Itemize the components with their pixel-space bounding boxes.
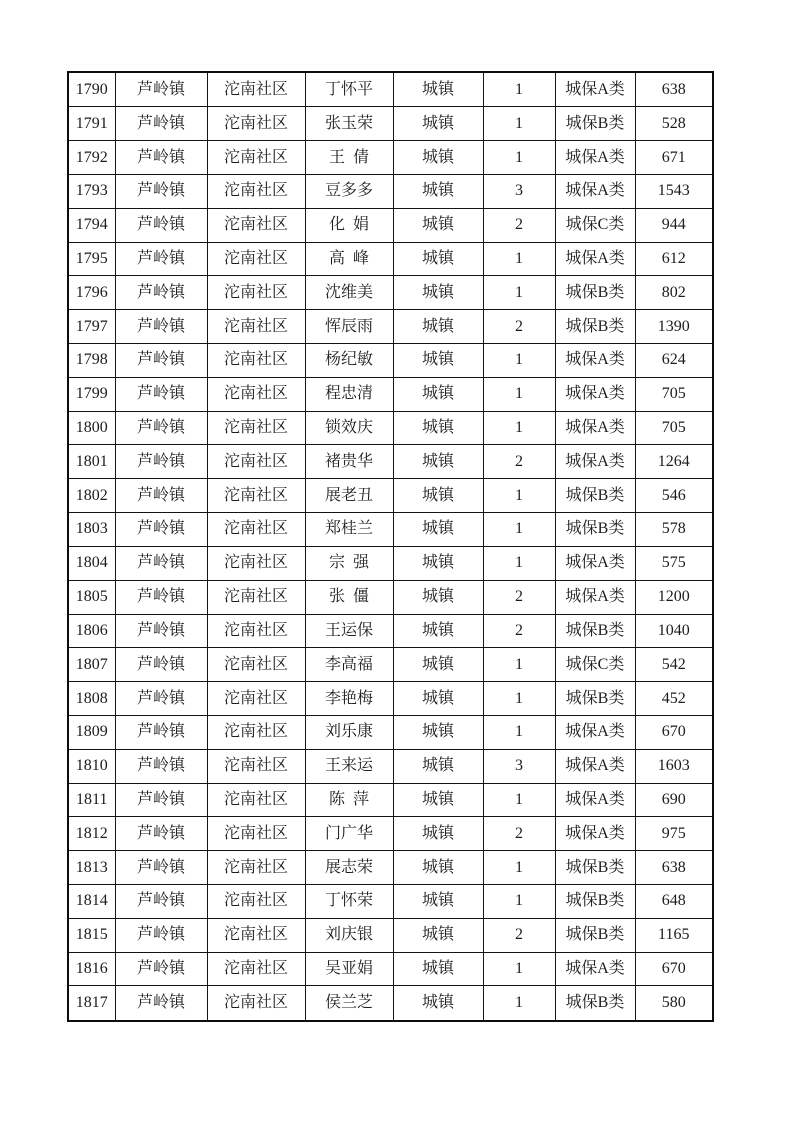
cell-amount: 578 bbox=[635, 513, 713, 547]
cell-serial: 1797 bbox=[68, 310, 115, 344]
cell-household_type: 城镇 bbox=[393, 242, 483, 276]
table-row bbox=[68, 242, 713, 276]
cell-serial: 1804 bbox=[68, 546, 115, 580]
cell-amount: 705 bbox=[635, 411, 713, 445]
cell-name: 宗 强 bbox=[305, 546, 393, 580]
table-row bbox=[68, 885, 713, 919]
cell-town: 芦岭镇 bbox=[115, 141, 207, 175]
cell-serial: 1800 bbox=[68, 411, 115, 445]
cell-category: 城保B类 bbox=[555, 513, 635, 547]
cell-town: 芦岭镇 bbox=[115, 885, 207, 919]
table-row bbox=[68, 479, 713, 513]
cell-name: 锁效庆 bbox=[305, 411, 393, 445]
cell-amount: 1543 bbox=[635, 174, 713, 208]
cell-category: 城保B类 bbox=[555, 614, 635, 648]
cell-serial: 1793 bbox=[68, 174, 115, 208]
cell-category: 城保A类 bbox=[555, 546, 635, 580]
cell-person_count: 1 bbox=[483, 479, 555, 513]
cell-category: 城保B类 bbox=[555, 918, 635, 952]
cell-name: 郑桂兰 bbox=[305, 513, 393, 547]
table-row bbox=[68, 546, 713, 580]
cell-name: 沈维美 bbox=[305, 276, 393, 310]
cell-person_count: 2 bbox=[483, 614, 555, 648]
cell-community: 沱南社区 bbox=[207, 513, 305, 547]
cell-community: 沱南社区 bbox=[207, 141, 305, 175]
cell-household_type: 城镇 bbox=[393, 682, 483, 716]
cell-category: 城保A类 bbox=[555, 715, 635, 749]
cell-name: 王 倩 bbox=[305, 141, 393, 175]
cell-name: 展老丑 bbox=[305, 479, 393, 513]
cell-amount: 670 bbox=[635, 715, 713, 749]
cell-person_count: 1 bbox=[483, 546, 555, 580]
cell-household_type: 城镇 bbox=[393, 614, 483, 648]
cell-person_count: 2 bbox=[483, 918, 555, 952]
cell-town: 芦岭镇 bbox=[115, 715, 207, 749]
cell-serial: 1816 bbox=[68, 952, 115, 986]
cell-amount: 638 bbox=[635, 72, 713, 107]
cell-community: 沱南社区 bbox=[207, 546, 305, 580]
cell-person_count: 1 bbox=[483, 411, 555, 445]
table-row bbox=[68, 72, 713, 107]
cell-serial: 1802 bbox=[68, 479, 115, 513]
cell-community: 沱南社区 bbox=[207, 276, 305, 310]
cell-community: 沱南社区 bbox=[207, 952, 305, 986]
cell-person_count: 1 bbox=[483, 242, 555, 276]
cell-name: 恽辰雨 bbox=[305, 310, 393, 344]
cell-name: 王来运 bbox=[305, 749, 393, 783]
cell-community: 沱南社区 bbox=[207, 986, 305, 1021]
cell-name: 陈 萍 bbox=[305, 783, 393, 817]
cell-household_type: 城镇 bbox=[393, 918, 483, 952]
cell-category: 城保A类 bbox=[555, 242, 635, 276]
cell-person_count: 2 bbox=[483, 580, 555, 614]
cell-amount: 528 bbox=[635, 107, 713, 141]
cell-name: 张 僵 bbox=[305, 580, 393, 614]
cell-town: 芦岭镇 bbox=[115, 918, 207, 952]
cell-household_type: 城镇 bbox=[393, 445, 483, 479]
table-row bbox=[68, 344, 713, 378]
cell-name: 丁怀荣 bbox=[305, 885, 393, 919]
cell-amount: 975 bbox=[635, 817, 713, 851]
cell-category: 城保A类 bbox=[555, 445, 635, 479]
cell-amount: 802 bbox=[635, 276, 713, 310]
table-row bbox=[68, 141, 713, 175]
cell-household_type: 城镇 bbox=[393, 208, 483, 242]
cell-person_count: 1 bbox=[483, 783, 555, 817]
cell-person_count: 1 bbox=[483, 715, 555, 749]
cell-serial: 1812 bbox=[68, 817, 115, 851]
cell-town: 芦岭镇 bbox=[115, 817, 207, 851]
cell-person_count: 1 bbox=[483, 141, 555, 175]
cell-person_count: 2 bbox=[483, 445, 555, 479]
table-row bbox=[68, 749, 713, 783]
cell-community: 沱南社区 bbox=[207, 174, 305, 208]
cell-town: 芦岭镇 bbox=[115, 242, 207, 276]
cell-serial: 1817 bbox=[68, 986, 115, 1021]
cell-community: 沱南社区 bbox=[207, 479, 305, 513]
cell-household_type: 城镇 bbox=[393, 344, 483, 378]
cell-household_type: 城镇 bbox=[393, 141, 483, 175]
cell-amount: 612 bbox=[635, 242, 713, 276]
cell-town: 芦岭镇 bbox=[115, 513, 207, 547]
cell-town: 芦岭镇 bbox=[115, 682, 207, 716]
cell-community: 沱南社区 bbox=[207, 445, 305, 479]
cell-person_count: 2 bbox=[483, 208, 555, 242]
cell-serial: 1815 bbox=[68, 918, 115, 952]
cell-town: 芦岭镇 bbox=[115, 72, 207, 107]
cell-household_type: 城镇 bbox=[393, 377, 483, 411]
cell-category: 城保B类 bbox=[555, 310, 635, 344]
cell-amount: 705 bbox=[635, 377, 713, 411]
cell-community: 沱南社区 bbox=[207, 242, 305, 276]
cell-name: 张玉荣 bbox=[305, 107, 393, 141]
table-row bbox=[68, 310, 713, 344]
cell-household_type: 城镇 bbox=[393, 952, 483, 986]
cell-serial: 1799 bbox=[68, 377, 115, 411]
cell-community: 沱南社区 bbox=[207, 783, 305, 817]
cell-person_count: 1 bbox=[483, 851, 555, 885]
cell-amount: 624 bbox=[635, 344, 713, 378]
cell-serial: 1794 bbox=[68, 208, 115, 242]
cell-household_type: 城镇 bbox=[393, 580, 483, 614]
cell-household_type: 城镇 bbox=[393, 817, 483, 851]
cell-serial: 1803 bbox=[68, 513, 115, 547]
cell-amount: 542 bbox=[635, 648, 713, 682]
cell-serial: 1792 bbox=[68, 141, 115, 175]
cell-serial: 1796 bbox=[68, 276, 115, 310]
cell-name: 李艳梅 bbox=[305, 682, 393, 716]
cell-person_count: 1 bbox=[483, 107, 555, 141]
cell-household_type: 城镇 bbox=[393, 276, 483, 310]
cell-household_type: 城镇 bbox=[393, 986, 483, 1021]
cell-person_count: 3 bbox=[483, 749, 555, 783]
cell-category: 城保B类 bbox=[555, 885, 635, 919]
cell-household_type: 城镇 bbox=[393, 648, 483, 682]
cell-name: 化 娟 bbox=[305, 208, 393, 242]
cell-category: 城保A类 bbox=[555, 749, 635, 783]
cell-amount: 1603 bbox=[635, 749, 713, 783]
cell-amount: 638 bbox=[635, 851, 713, 885]
cell-person_count: 3 bbox=[483, 174, 555, 208]
cell-category: 城保A类 bbox=[555, 411, 635, 445]
table-row bbox=[68, 851, 713, 885]
cell-town: 芦岭镇 bbox=[115, 276, 207, 310]
cell-community: 沱南社区 bbox=[207, 208, 305, 242]
cell-household_type: 城镇 bbox=[393, 783, 483, 817]
cell-town: 芦岭镇 bbox=[115, 377, 207, 411]
cell-serial: 1813 bbox=[68, 851, 115, 885]
cell-town: 芦岭镇 bbox=[115, 749, 207, 783]
cell-household_type: 城镇 bbox=[393, 513, 483, 547]
table-row bbox=[68, 174, 713, 208]
cell-person_count: 1 bbox=[483, 986, 555, 1021]
cell-town: 芦岭镇 bbox=[115, 986, 207, 1021]
table-row bbox=[68, 377, 713, 411]
cell-name: 褚贵华 bbox=[305, 445, 393, 479]
cell-community: 沱南社区 bbox=[207, 749, 305, 783]
cell-amount: 1200 bbox=[635, 580, 713, 614]
cell-name: 程忠清 bbox=[305, 377, 393, 411]
cell-person_count: 2 bbox=[483, 310, 555, 344]
cell-name: 豆多多 bbox=[305, 174, 393, 208]
cell-town: 芦岭镇 bbox=[115, 208, 207, 242]
cell-category: 城保A类 bbox=[555, 72, 635, 107]
cell-category: 城保B类 bbox=[555, 479, 635, 513]
cell-name: 门广华 bbox=[305, 817, 393, 851]
cell-category: 城保C类 bbox=[555, 648, 635, 682]
cell-serial: 1814 bbox=[68, 885, 115, 919]
cell-household_type: 城镇 bbox=[393, 851, 483, 885]
cell-category: 城保A类 bbox=[555, 952, 635, 986]
cell-person_count: 1 bbox=[483, 377, 555, 411]
cell-person_count: 1 bbox=[483, 344, 555, 378]
cell-community: 沱南社区 bbox=[207, 107, 305, 141]
cell-name: 李高福 bbox=[305, 648, 393, 682]
cell-person_count: 1 bbox=[483, 952, 555, 986]
cell-community: 沱南社区 bbox=[207, 817, 305, 851]
table-row bbox=[68, 783, 713, 817]
table-row bbox=[68, 682, 713, 716]
cell-name: 刘乐康 bbox=[305, 715, 393, 749]
cell-amount: 546 bbox=[635, 479, 713, 513]
cell-community: 沱南社区 bbox=[207, 851, 305, 885]
cell-household_type: 城镇 bbox=[393, 411, 483, 445]
cell-serial: 1808 bbox=[68, 682, 115, 716]
cell-amount: 944 bbox=[635, 208, 713, 242]
cell-amount: 1165 bbox=[635, 918, 713, 952]
cell-person_count: 1 bbox=[483, 885, 555, 919]
table-row bbox=[68, 580, 713, 614]
cell-household_type: 城镇 bbox=[393, 749, 483, 783]
cell-community: 沱南社区 bbox=[207, 411, 305, 445]
cell-amount: 580 bbox=[635, 986, 713, 1021]
cell-person_count: 1 bbox=[483, 72, 555, 107]
cell-amount: 670 bbox=[635, 952, 713, 986]
cell-name: 杨纪敏 bbox=[305, 344, 393, 378]
table-row bbox=[68, 276, 713, 310]
cell-household_type: 城镇 bbox=[393, 72, 483, 107]
cell-community: 沱南社区 bbox=[207, 648, 305, 682]
cell-name: 刘庆银 bbox=[305, 918, 393, 952]
cell-category: 城保B类 bbox=[555, 276, 635, 310]
cell-person_count: 1 bbox=[483, 276, 555, 310]
cell-household_type: 城镇 bbox=[393, 885, 483, 919]
cell-town: 芦岭镇 bbox=[115, 411, 207, 445]
cell-serial: 1806 bbox=[68, 614, 115, 648]
cell-amount: 671 bbox=[635, 141, 713, 175]
cell-amount: 1390 bbox=[635, 310, 713, 344]
cell-household_type: 城镇 bbox=[393, 715, 483, 749]
cell-serial: 1795 bbox=[68, 242, 115, 276]
benefit-roster-table bbox=[67, 71, 714, 1022]
cell-serial: 1790 bbox=[68, 72, 115, 107]
table-row bbox=[68, 208, 713, 242]
cell-category: 城保B类 bbox=[555, 107, 635, 141]
cell-town: 芦岭镇 bbox=[115, 614, 207, 648]
cell-community: 沱南社区 bbox=[207, 377, 305, 411]
cell-person_count: 1 bbox=[483, 513, 555, 547]
cell-category: 城保A类 bbox=[555, 783, 635, 817]
cell-town: 芦岭镇 bbox=[115, 445, 207, 479]
cell-community: 沱南社区 bbox=[207, 310, 305, 344]
cell-community: 沱南社区 bbox=[207, 918, 305, 952]
table-row bbox=[68, 952, 713, 986]
cell-name: 高 峰 bbox=[305, 242, 393, 276]
cell-town: 芦岭镇 bbox=[115, 107, 207, 141]
cell-person_count: 1 bbox=[483, 648, 555, 682]
cell-household_type: 城镇 bbox=[393, 107, 483, 141]
cell-name: 吴亚娟 bbox=[305, 952, 393, 986]
cell-household_type: 城镇 bbox=[393, 310, 483, 344]
table-body bbox=[68, 72, 713, 1021]
cell-town: 芦岭镇 bbox=[115, 851, 207, 885]
cell-category: 城保A类 bbox=[555, 344, 635, 378]
cell-household_type: 城镇 bbox=[393, 174, 483, 208]
cell-category: 城保A类 bbox=[555, 141, 635, 175]
cell-household_type: 城镇 bbox=[393, 479, 483, 513]
cell-serial: 1791 bbox=[68, 107, 115, 141]
cell-name: 王运保 bbox=[305, 614, 393, 648]
cell-serial: 1805 bbox=[68, 580, 115, 614]
cell-community: 沱南社区 bbox=[207, 885, 305, 919]
table-row bbox=[68, 986, 713, 1021]
cell-amount: 1040 bbox=[635, 614, 713, 648]
cell-community: 沱南社区 bbox=[207, 715, 305, 749]
cell-town: 芦岭镇 bbox=[115, 952, 207, 986]
cell-category: 城保A类 bbox=[555, 377, 635, 411]
cell-community: 沱南社区 bbox=[207, 614, 305, 648]
cell-town: 芦岭镇 bbox=[115, 783, 207, 817]
cell-community: 沱南社区 bbox=[207, 72, 305, 107]
table-row bbox=[68, 411, 713, 445]
cell-town: 芦岭镇 bbox=[115, 580, 207, 614]
table-row bbox=[68, 107, 713, 141]
cell-town: 芦岭镇 bbox=[115, 479, 207, 513]
cell-town: 芦岭镇 bbox=[115, 648, 207, 682]
cell-community: 沱南社区 bbox=[207, 344, 305, 378]
cell-serial: 1801 bbox=[68, 445, 115, 479]
cell-person_count: 1 bbox=[483, 682, 555, 716]
cell-town: 芦岭镇 bbox=[115, 546, 207, 580]
cell-person_count: 2 bbox=[483, 817, 555, 851]
cell-serial: 1798 bbox=[68, 344, 115, 378]
cell-serial: 1809 bbox=[68, 715, 115, 749]
table-row bbox=[68, 648, 713, 682]
cell-amount: 648 bbox=[635, 885, 713, 919]
cell-category: 城保B类 bbox=[555, 851, 635, 885]
cell-community: 沱南社区 bbox=[207, 682, 305, 716]
cell-name: 侯兰芝 bbox=[305, 986, 393, 1021]
cell-name: 丁怀平 bbox=[305, 72, 393, 107]
cell-amount: 1264 bbox=[635, 445, 713, 479]
cell-category: 城保B类 bbox=[555, 682, 635, 716]
cell-category: 城保A类 bbox=[555, 174, 635, 208]
table-row bbox=[68, 445, 713, 479]
cell-amount: 452 bbox=[635, 682, 713, 716]
cell-amount: 690 bbox=[635, 783, 713, 817]
table-row bbox=[68, 715, 713, 749]
table-row bbox=[68, 918, 713, 952]
cell-household_type: 城镇 bbox=[393, 546, 483, 580]
cell-category: 城保C类 bbox=[555, 208, 635, 242]
cell-category: 城保B类 bbox=[555, 986, 635, 1021]
cell-serial: 1811 bbox=[68, 783, 115, 817]
cell-category: 城保A类 bbox=[555, 817, 635, 851]
table-row bbox=[68, 817, 713, 851]
cell-name: 展志荣 bbox=[305, 851, 393, 885]
cell-category: 城保A类 bbox=[555, 580, 635, 614]
cell-amount: 575 bbox=[635, 546, 713, 580]
cell-town: 芦岭镇 bbox=[115, 310, 207, 344]
table-row bbox=[68, 614, 713, 648]
cell-town: 芦岭镇 bbox=[115, 344, 207, 378]
cell-serial: 1807 bbox=[68, 648, 115, 682]
cell-community: 沱南社区 bbox=[207, 580, 305, 614]
cell-serial: 1810 bbox=[68, 749, 115, 783]
table-row bbox=[68, 513, 713, 547]
cell-town: 芦岭镇 bbox=[115, 174, 207, 208]
